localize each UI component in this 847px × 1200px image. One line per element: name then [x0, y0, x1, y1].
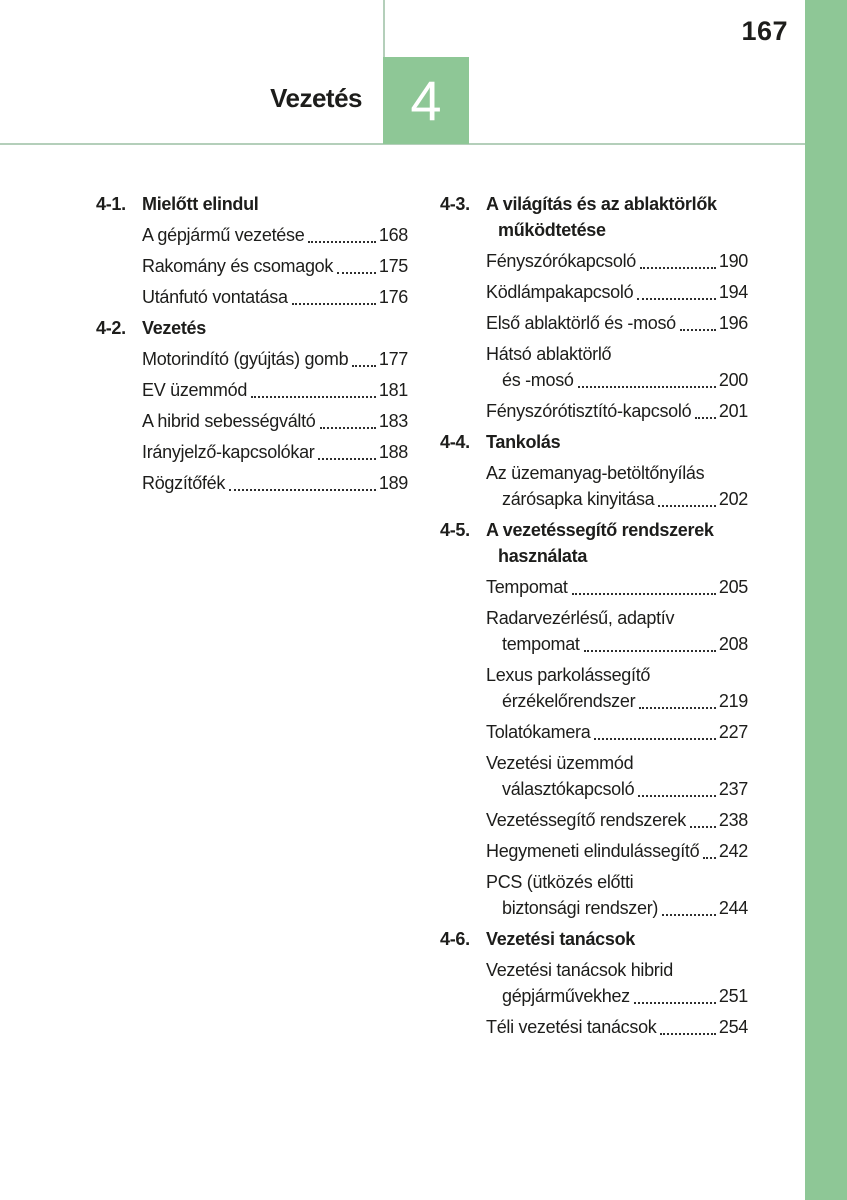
toc-entry-row: [142, 346, 408, 372]
toc-entry: [440, 869, 748, 921]
page-ref: 208: [718, 634, 748, 654]
toc-entry-row: [486, 838, 748, 864]
toc-entry: [440, 719, 748, 745]
dot-leader: [572, 593, 716, 595]
dot-leader: [662, 914, 716, 916]
section-title-line: Tankolás: [486, 432, 561, 452]
page-ref: 251: [718, 986, 748, 1006]
toc-entry-row: [486, 719, 748, 745]
page-ref: 177: [378, 349, 408, 369]
toc-entry: [440, 341, 748, 393]
dot-leader: [251, 396, 376, 398]
page-ref: 219: [718, 691, 748, 711]
toc-entry: [440, 838, 748, 864]
page-ref: 176: [378, 287, 408, 307]
toc-entry-text: Vezetéssegítő rendszerek: [486, 810, 686, 830]
toc-section-heading: [96, 315, 408, 341]
toc-entry-text: Radarvezérlésű, adaptív: [486, 608, 675, 628]
toc-entry-text: választókapcsoló: [502, 779, 635, 799]
page-ref: 190: [718, 251, 748, 271]
dot-leader: [637, 298, 716, 300]
dot-leader: [594, 738, 715, 740]
toc-entry-row: [486, 776, 748, 802]
section-title: [486, 926, 748, 952]
section-title: [486, 191, 748, 243]
toc-entry: [96, 346, 408, 372]
dot-leader: [703, 857, 716, 859]
section-title: [486, 517, 748, 569]
page-ref: 168: [378, 225, 408, 245]
toc-entry: [440, 807, 748, 833]
toc-section-heading: [440, 191, 748, 243]
toc-entry-text: Fényszórókapcsoló: [486, 251, 636, 271]
toc-entry-text: Első ablaktörlő és -mosó: [486, 313, 676, 333]
page-ref: 201: [718, 401, 748, 421]
toc-entry: [440, 605, 748, 657]
toc-entry-text: A gépjármű vezetése: [142, 225, 305, 245]
toc-entry-text: Vezetési üzemmód: [486, 753, 634, 773]
toc-entry: [96, 439, 408, 465]
section-number: 4-3.: [440, 194, 470, 214]
dot-leader: [578, 386, 716, 388]
dot-leader: [292, 303, 376, 305]
page-ref: 237: [718, 779, 748, 799]
page-ref: 189: [378, 473, 408, 493]
chapter-number: 4: [410, 68, 442, 132]
section-number: 4-2.: [96, 318, 126, 338]
toc-section: [440, 926, 748, 1040]
page-ref: 194: [718, 282, 748, 302]
toc-entry-row: [486, 310, 748, 336]
toc-entry: [96, 408, 408, 434]
page-ref: 242: [718, 841, 748, 861]
accent-sidebar-bar: [805, 0, 847, 1200]
section-title-line: Vezetési tanácsok: [486, 929, 635, 949]
dot-leader: [337, 272, 376, 274]
dot-leader: [695, 417, 716, 419]
toc-entry-text: EV üzemmód: [142, 380, 248, 400]
toc-entry-text: Az üzemanyag-betöltőnyílás: [486, 463, 705, 483]
section-title: [142, 191, 408, 217]
page-ref: 200: [718, 370, 748, 390]
toc-entry: [96, 284, 408, 310]
dot-leader: [229, 489, 376, 491]
dot-leader: [352, 365, 376, 367]
toc-entry-text: és -mosó: [502, 370, 574, 390]
chapter-box-stem-line: [383, 0, 385, 57]
page-ref: 205: [718, 577, 748, 597]
toc-section: [440, 517, 748, 921]
toc-entry: [96, 253, 408, 279]
page-ref: 254: [718, 1017, 748, 1037]
toc-entry-row: [486, 1014, 748, 1040]
toc-section-heading: [440, 429, 748, 455]
toc-entry-text: Tempomat: [486, 577, 568, 597]
dot-leader: [318, 458, 375, 460]
toc-entry-text: Lexus parkolássegítő: [486, 665, 651, 685]
page-ref: 238: [718, 810, 748, 830]
toc-entry-row: [486, 279, 748, 305]
dot-leader: [639, 707, 716, 709]
toc-section: [96, 315, 408, 496]
dot-leader: [640, 267, 716, 269]
toc-entry-text: Rakomány és csomagok: [142, 256, 334, 276]
toc-entry-row: [486, 486, 748, 512]
toc-entry-text: Motorindító (gyújtás) gomb: [142, 349, 349, 369]
toc-entry-row: [486, 895, 748, 921]
toc-entry-text: Utánfutó vontatása: [142, 287, 288, 307]
toc-entry: [440, 279, 748, 305]
toc-section-heading: [440, 926, 748, 952]
dot-leader: [320, 427, 376, 429]
page-ref: 202: [718, 489, 748, 509]
toc-entry-text: Hegymeneti elindulássegítő: [486, 841, 700, 861]
page-ref: 175: [378, 256, 408, 276]
page-ref: 244: [718, 898, 748, 918]
section-number: 4-1.: [96, 194, 126, 214]
toc-section: [440, 191, 748, 424]
dot-leader: [638, 795, 716, 797]
toc-entry-text: gépjárművekhez: [502, 986, 630, 1006]
toc-entry-text: Irányjelző-kapcsolókar: [142, 442, 315, 462]
toc-entry: [96, 377, 408, 403]
toc-entry: [440, 310, 748, 336]
toc-entry: [440, 662, 748, 714]
toc-entry-text: Hátsó ablaktörlő: [486, 344, 612, 364]
toc-entry: [440, 248, 748, 274]
section-number: 4-4.: [440, 432, 470, 452]
toc-entry-text: zárósapka kinyitása: [502, 489, 655, 509]
page-number: 167: [741, 16, 788, 46]
toc-entry: [96, 470, 408, 496]
toc-entry-text: Tolatókamera: [486, 722, 591, 742]
chapter-title: Vezetés: [270, 83, 362, 113]
section-title-line: Vezetés: [142, 318, 206, 338]
toc-entry-row: [142, 284, 408, 310]
page-ref: 227: [718, 722, 748, 742]
page-ref: 196: [718, 313, 748, 333]
chapter-number-box: [383, 57, 469, 144]
toc-entry-text: Ködlámpakapcsoló: [486, 282, 634, 302]
toc-entry: [96, 222, 408, 248]
toc-entry-row: [486, 807, 748, 833]
section-title: [142, 315, 408, 341]
toc-entry-text: Rögzítőfék: [142, 473, 226, 493]
toc-section-heading: [96, 191, 408, 217]
toc-entry-row: [486, 367, 748, 393]
toc-entry-row: [486, 398, 748, 424]
section-title-line: A vezetéssegítő rendszerek: [486, 520, 714, 540]
toc-entry-row: [486, 688, 748, 714]
dot-leader: [680, 329, 716, 331]
toc-entry-row: [142, 253, 408, 279]
toc-entry-text: biztonsági rendszer): [502, 898, 659, 918]
page-ref: 181: [378, 380, 408, 400]
toc-entry-row: [142, 439, 408, 465]
toc-entry-row: [142, 470, 408, 496]
toc-entry-row: [486, 574, 748, 600]
dot-leader: [660, 1033, 715, 1035]
toc-section: [96, 191, 408, 310]
toc-column-left: [96, 191, 408, 501]
section-title-line: használata: [498, 546, 588, 566]
section-title-line: működtetése: [498, 220, 606, 240]
toc-entry: [440, 957, 748, 1009]
toc-entry: [440, 574, 748, 600]
toc-entry: [440, 1014, 748, 1040]
toc-section: [440, 429, 748, 512]
toc-entry: [440, 460, 748, 512]
dot-leader: [634, 1002, 716, 1004]
toc-entry-row: [142, 377, 408, 403]
toc-entry: [440, 750, 748, 802]
section-title-line: A világítás és az ablaktörlők: [486, 194, 717, 214]
dot-leader: [584, 650, 716, 652]
section-title: [486, 429, 748, 455]
toc-entry-row: [486, 983, 748, 1009]
dot-leader: [308, 241, 375, 243]
toc-entry-text: tempomat: [502, 634, 580, 654]
toc-entry-text: Fényszórótisztító-kapcsoló: [486, 401, 692, 421]
toc-entry-text: érzékelőrendszer: [502, 691, 636, 711]
toc-entry-row: [142, 408, 408, 434]
section-title-line: Mielőtt elindul: [142, 194, 259, 214]
toc-entry-text: PCS (ütközés előtti: [486, 872, 634, 892]
toc-entry-row: [486, 631, 748, 657]
toc-entry-text: A hibrid sebességváltó: [142, 411, 316, 431]
dot-leader: [690, 826, 716, 828]
toc-entry-text: Vezetési tanácsok hibrid: [486, 960, 673, 980]
page-ref: 188: [378, 442, 408, 462]
toc-entry-row: [142, 222, 408, 248]
dot-leader: [658, 505, 715, 507]
toc-entry-row: [486, 248, 748, 274]
section-number: 4-5.: [440, 520, 470, 540]
section-number: 4-6.: [440, 929, 470, 949]
toc-column-right: [440, 191, 748, 1045]
toc-entry-text: Téli vezetési tanácsok: [486, 1017, 657, 1037]
toc-entry: [440, 398, 748, 424]
toc-section-heading: [440, 517, 748, 569]
page-ref: 183: [378, 411, 408, 431]
